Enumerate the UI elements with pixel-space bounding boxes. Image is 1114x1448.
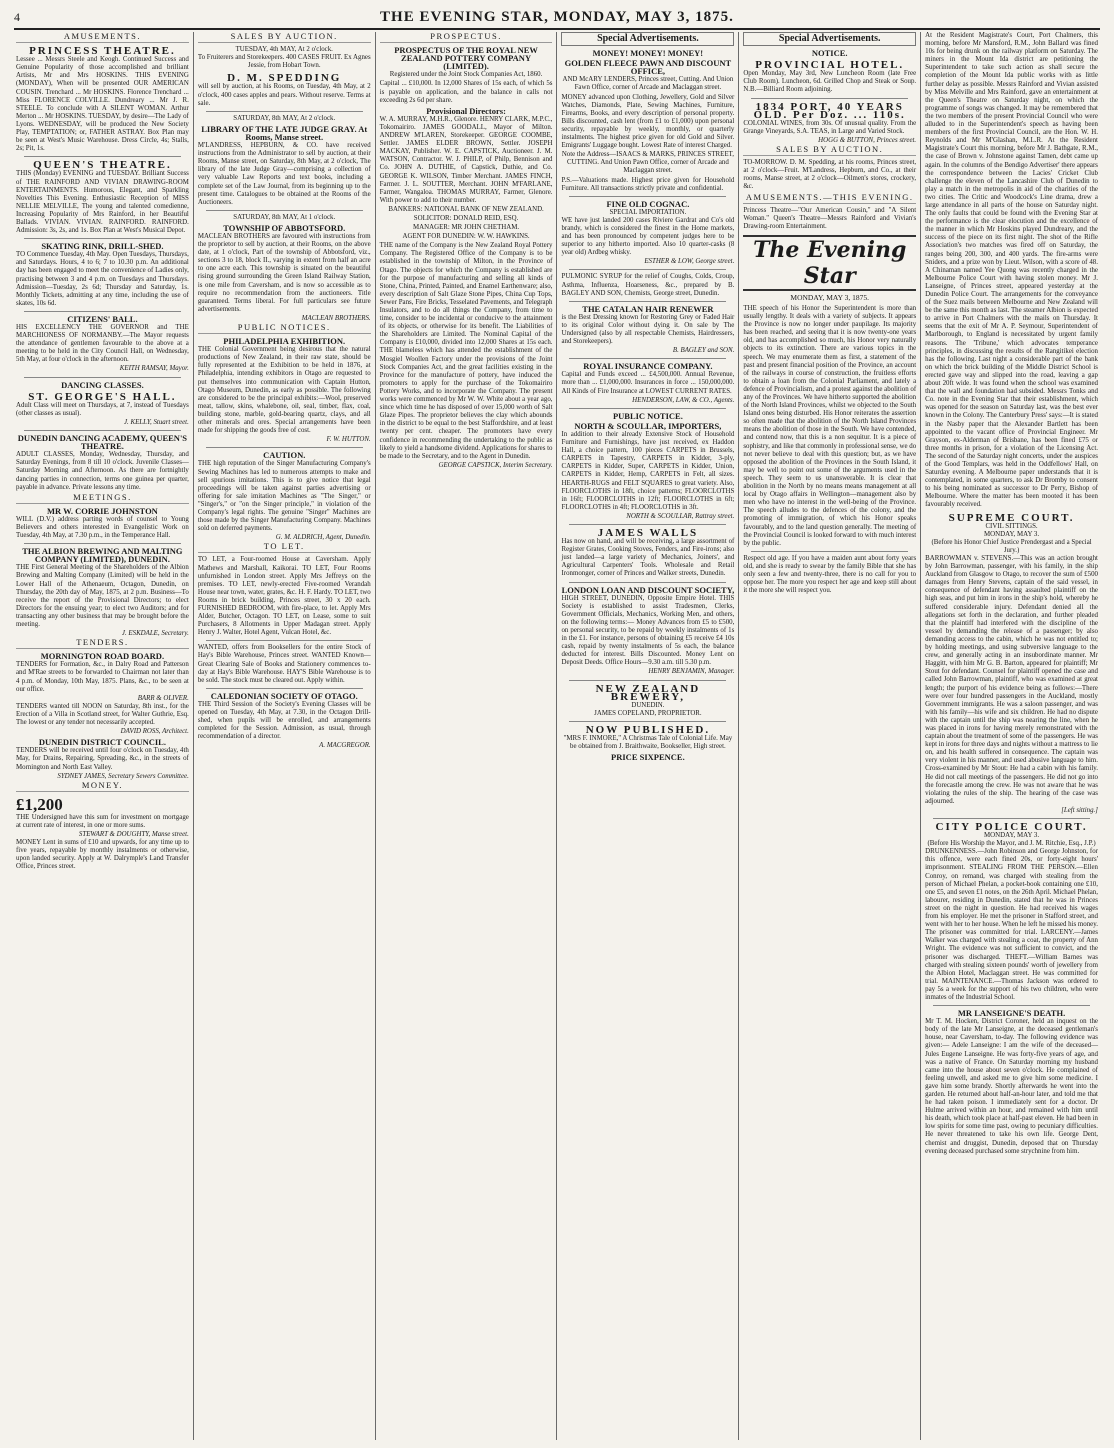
ad-signature: NORTH & SCOULLAR, Rattray street.	[626, 512, 735, 520]
ad-body: will sell by auction, at his Rooms, on Tuesday, 4th May, at 2 o'clock, 400 cases apples and pears. Without reserve. Terms at sale.	[197, 83, 371, 107]
ad-signature: HENDERSON, LAW, & CO., Agents.	[632, 396, 735, 404]
bankers: BANKERS: NATIONAL BANK OF NEW ZEALAND.	[388, 205, 544, 213]
ad-body: Princess Theatre—"Our American Cousin," and "A Silent Woman." Queen's Theatre—Messrs Rainford and Vivian's Drawing-room Entertainment.	[743, 206, 917, 230]
ad-body: THE high reputation of the Singer Manufacturing Company's Sewing Machines has led to numerous attempts to make and sell spurious imitations. This is to give notice that legal proceedings will be taken against parties advertising or offering for sale imitation Machines as "The Singer," or "Singer's," or "on the Singer principle," in violation of the Company's legal rights. The genuine "Singer" Machines are those made by the Singer Manufacturing Company. Machines sold on deferred payments.	[197, 460, 371, 533]
column-sales-by-auction	[194, 32, 376, 1440]
ad-body: Adult Class will meet on Thursdays, at 7, instead of Tuesdays (other classes as usual).	[16, 401, 189, 417]
ad-title: TOWNSHIP OF ABBOTSFORD.	[223, 222, 346, 233]
page-title: THE EVENING STAR, MONDAY, MAY 3, 1875.	[380, 9, 734, 25]
column-amusements	[12, 32, 194, 1440]
ad-title: ROYAL INSURANCE COMPANY.	[583, 361, 713, 372]
column-heading: SALES BY AUCTION.	[198, 32, 371, 43]
ad-title: CAUTION.	[263, 450, 306, 461]
ad-body: In addition to their already Extensive Stock of Household Furniture and Furnishings, have just received, ex Haddon Hall, a choice pattern, 100 pieces CARPETS in Brussels, CARPETS in Tapestry, CARPETS in Kidder, 3-ply, CARPETS in Kidder, Super, CARPETS in Kidder, Union, CARPETS in Kidder, Hemp, CARPETS in Felt, all sizes. HEARTH-RUGS and FELT SQUARES to great variety. Also, FLOORCLOTHS in 18ft, choice patterns; FLOORCLOTHS in 16ft; FLOORCLOTHS in 12ft; FLOORCLOTHS in 6ft; FLOORCLOTHS in 4ft; FLOORCLOTHS in 3ft.	[561, 430, 735, 511]
ad-body: TO Commence Tuesday, 4th May. Open Tuesdays, Thursdays, and Saturdays. Hours, 4 to 6; 7 to 10.30 p.m. An additional day has been engaged to meet the convenience of Ladies only, practising between 3 and 4 p.m. on Tuesdays and Thursdays. Admission—Tuesday, 2s 6d; Thursday and Saturday, 1s. Monthly Tickets, admitting at any time, including the use of skates, 10s 6d.	[16, 251, 189, 307]
agent: AGENT FOR DUNEDIN: W. W. HAWKINS.	[402, 233, 530, 241]
ad-signature: F. W. HUTTON.	[326, 436, 371, 444]
divider	[569, 358, 726, 359]
ad-title: NEW ZEALAND BREWERY,	[595, 682, 701, 703]
ad-body: THE Third Session of the Society's Evening Classes will be opened on Tuesday, 4th May, at 7.30, in the Octagon Drill-shed, when pupils will be enrolled, and arrangements completed for the Session. Admission, as usual, through recommendation of a director.	[197, 700, 371, 741]
ad-title: NOTICE.	[811, 48, 848, 59]
ad-signature: GEORGE CAPSTICK, Interim Secretary.	[438, 461, 553, 469]
section-heading: MEETINGS.	[16, 493, 189, 504]
ad-title: JAMES WALLS	[597, 526, 699, 539]
ad-title: DUNEDIN DISTRICT COUNCIL.	[38, 737, 166, 748]
ad-title: DANCING CLASSES.	[61, 379, 144, 390]
ad-signature: MACLEAN BROTHERS.	[301, 314, 371, 322]
ad-signature: HENRY BENJAMIN, Manager.	[648, 668, 735, 676]
ad-title: MORNINGTON ROAD BOARD.	[40, 651, 165, 662]
newspaper-masthead: The Evening Star	[743, 235, 916, 291]
ad-signature: JAMES COPELAND, PROPRIETOR.	[594, 709, 702, 717]
divider	[751, 551, 908, 552]
ad-subtitle: SPECIAL IMPORTATION.	[609, 208, 687, 216]
ad-title: ST. GEORGE'S HALL.	[28, 390, 177, 403]
section-date: MONDAY, MAY 3.	[984, 530, 1040, 538]
ad-signature: SYDNEY JAMES, Secretary Sewers Committee.	[57, 772, 189, 780]
section-title: MR LANSEIGNE'S DEATH.	[957, 1008, 1066, 1019]
divider	[206, 640, 363, 641]
ad-title: MR W. CORRIE JOHNSTON	[46, 505, 158, 516]
ad-body: Has now on hand, and will be receiving, a large assortment of Register Grates, Cooking Stoves, Fenders, and Fire-irons; also just landed—a large variety of Mechanics, Joiners', and Agricultural Carpenters' Tools. Wholesale and Retail Ironmonger, corner of Princes and Walker streets, Dunedin.	[561, 538, 735, 578]
prospectus-capital: Capital ... £10,000. In 12,000 Shares of 15s each, of which 5s is payable on application, and the balance in calls not exceeding 2s 6d per share.	[379, 80, 553, 104]
ad-title: PRINCESS THEATRE.	[29, 45, 176, 58]
ad-body: MACLEAN BROTHERS are favoured with instructions from the proprietor to sell by auction, at their Rooms, on the above date, at 1 o'clock, Part of the township of Abbotsford, viz., sections 3 to 18, block II., varying in extent from half an acre to one acre each. This township is situated on the beautiful rising ground surrounding the Green Island Railway Station, is one mile from Caversham, and is now so accessible as to require no recommendation from the auctioneers. Title guaranteed. Terms liberal. For full particulars see future advertisements.	[197, 232, 371, 313]
auction-date: SATURDAY, 8th MAY, At 2 o'clock.	[233, 114, 336, 122]
section-heading: PUBLIC NOTICES.	[198, 323, 371, 334]
section-heading: MONEY.	[16, 781, 189, 792]
ad-title: DUNEDIN DANCING ACADEMY, QUEEN'S THEATRE.	[17, 433, 188, 452]
ad-title: 1834 PORT, 40 YEARS OLD. Per Doz. ... 110s.	[753, 100, 906, 121]
prospectus-registered: Registered under the Joint Stock Companies Act, 1860.	[389, 71, 543, 79]
columns	[12, 32, 1102, 1440]
ad-body: WILL (D.V.) address parting words of counsel to Young Believers and others interested in Evangelistic Work on Tuesday, 4th May, at 7.30 p.m., in the Temperance Hall.	[16, 515, 189, 540]
tail-text: Respect old age. If you have a maiden aunt about forty years old, and she is ready to swear by the family Bible that she has only seen a few and twenty-three, there is no call for you to oppose her. The more you respect her age and keep still about it the more she will respect you.	[743, 554, 917, 595]
ad-body: PULMONIC SYRUP for the relief of Coughs, Colds, Croup, Asthma, Influenza, Hoarseness, &c., prepared by B. BAGLEY AND SON, Chemists, George street, Dunedin.	[561, 273, 735, 297]
ad-title: FINE OLD COGNAC.	[606, 198, 690, 209]
ad-body: MONEY advanced upon Clothing, Jewellery, Gold and Silver Watches, Diamonds, Plate, Sewing Machines, Furniture, Firearms, Books, and every description of personal property. Bills discounted, cash lent (from £1 to £1,000) upon personal security, repayable by weekly, monthly, or quarterly instalments. The highest price given for old Gold and Silver. Emigrants' Luggage bought. Lowest Rate of interest Charged.	[561, 93, 735, 150]
ad-title: THE ALBION BREWING AND MALTING COMPANY (LIMITED), DUNEDIN.	[22, 546, 183, 565]
divider	[24, 377, 181, 378]
prospectus-body: THE name of the Company is the New Zealand Royal Pottery Company. The Registered Office of the Company is to be established in the township of Milton, in the Province of Otago. The objects for which the Company is established are for the purpose of manufacturing and selling all kinds of Stone, China, Printed, Painted, and Enamel Earthenware; also, every description of Salt Glaze Stone Pipes, China Cup Tops, Sewer Pans, Fire Bricks, Tesselated Pavements, and Telegraph Insulators, and to do all things the Company, from time to time, consider to be incidental or conducive to the attainment of its objects, or otherwise for its benefit. The Liabilities of the Shareholders are Limited. The Nominal Capital of the Company is £10,000, divided into 12,000 Shares at 15s each. THE blameless which has attended the establishment of the Mosgiel Woollen Factory under the provisions of the Joint Stock Companies Act, and the great facilities existing in the Province for the manufacture of pottery, have induced the promoters to apply for the purchase of the Tokomairiro Pottery Works, and to incorporate the Company. The present works were commenced by Mr W. W. White about a year ago, since which time he has disposed of over 15,000 worth of Salt Glaze Pipes. The proprietor believes the clay which abounds in the district to be equal to the best Staffordshire, and at least twenty per cent. cheaper. The promoters have every confidence in recommending the undertaking to the public as likely to yield a handsome dividend. Applications for shares to be made to the Secretary, and to the Agent in Dunedin.	[379, 242, 553, 460]
local-news-text: At the Resident Magistrate's Court, Port Chalmers, this morning, before Mr Mansford, R.M., John Ballard was fined 10s for being drunk on the railway platform on Saturday. The miners in the Mount Ida district are petitioning the Superintendent to take such action as shall secure the completion of the Mount Ida public works with as little further delay as possible. Messrs Rainford and Vivian assisted by Miss Melville and Mrs Rainford, gave an entertainment at the Queen's Theatre on Saturday night, on which the programme of songs was changed. It may be remembered that the two members of the present Provincial Council who were alluded to in the Superintendent's speech as having been members of the first Provincial Council, are the Hon. W. H. Reynolds and Mr M'Glashan, M.L.R. At the Resident Magistrate's Court this morning, before Mr J. Bathgate, R.M., the case of Brown v. Johnstone against Tamen, debt came up again. In the columns of the Bendigo Advertiser' there appears the correspondence between the Lacies' Cricket Club challenge the eleven of the Lancashire Club of Dunedin to play a match in the metropolis in aid of the charities of the two cities. The Critic and Woodcock's Line drama, drew a large attendance in all parts of the house on Saturday night. The only faults that could be found with the Evening Star at the performance is the clear elocution and the excellence of the manner in which Mr Hoskins played Dundreary, and the success of the piece on its first night. The shot of the Rifle Association's two matches was fired off on Saturday, the ranges being 200, 300, and 400 yards. The fire-arms were Sniders, and a prize won by Lieut. Wilson, with a score of 48. A Chinaman named Yee Quong was recently charged in the Melbourne Police Court with having stolen money. Mr J. Lanseigne, of Princes street, appeared yesterday at the Dunedin Police Court. The arrangements for the conveyance of the Suez mails between Melbourne and New Zealand will be the same this month as last. The steamer Albion is expected to arrive in Port Chalmers with the mails on Thursday. It seems that the exit of Mr A. P. Seymour, Superintendent of Marlborough, to England is necessitated by urgent family reasons. The 'Tribune,' which advocates temperance principles, in discussing the results of the Rangitikei election has the following. Last night a considerable part of the bank on which the brick building of the Middle District School is erected gave way and slipped into the road, leaving a gap about 20ft wide. It was found when the school was examined that the wall and foundation had subsided. Messrs Tonks and Co. note in the Evening Star that their establishment, which was opened for the season on Saturday last, was the best ever known in the Colony. The Canterbury Press' says:—It is stated in the Nasby paper that the Alexander Bartlett has been appointed to the vacant office of Provincial Engineer. Mr Grayson, ex-Alderman of Brisbane, has been fined £75 or three months in prison, for a violation of the Licensing Act. The second of the Saturday night concerts, under the auspices of the Good Templars, was held in the Oddfellows' Hall, on Saturday evening. A Melbourne paper understands that it is contemplated, in some quarters, to ask Dr Bromby to consent to his being nominated as successor to Dr Perry, Bishop of Melbourne. Where the matter has been mooted it has been favourably received.	[925, 32, 1098, 509]
ad-signature: J. KELLY, Stuart street.	[124, 418, 189, 426]
divider	[569, 680, 726, 681]
ad-body: WE have just landed 200 cases Riviere Gardrat and Co's old brandy, which is considered the finest in the Home markets, and has been pronounced by competent judges here to be superior to any hitherto imported. Also 10 quarter-casks (8 year old) Ardbeg whisky.	[561, 216, 735, 257]
ad-body: Capital and Funds exceed ... £4,500,000. Annual Revenue, more than ... £1,000,000. Insurances in force ... 150,000,000. All Kinds of Fire Insurance at LOWEST CURRENT RATES.	[561, 371, 735, 395]
ad-title: D. M. SPEDDING	[227, 72, 342, 85]
directors-list: W. A. MURRAY, M.H.R., Glenore. HENRY CLARK, M.P.C., Tokomairiro. JAMES GOODALL, Mayor of Milton. ANDREW M'LAREN, Storekeeper. GEORGE COOMBE, Settler. JAMES ELDER BROWN, Settler. JOSEPH MACKAY, Publisher. W. E. CAPSTICK, Auctioneer. J. M. WATSON, Contractor. W. J. PHILP, of Philp, Bennison and Co. JOHN A. DUTHIE, of Capstick, Duthie, and Co. GEORGE K. WILSON, Timber Merchant. JAMES FINCH, Farmer. J. L. SOUTTER, Merchant. JOHN M'FARLANE, Farmer, Wangaloa. THOMAS MURRAY, Farmer, Glenore. With power to add to their number.	[379, 115, 553, 204]
column-heading: AMUSEMENTS.	[16, 32, 189, 43]
divider	[24, 311, 181, 312]
divider	[206, 688, 363, 689]
ad-title: QUEEN'S THEATRE.	[33, 159, 172, 172]
ad-body: Open Monday, May 3rd, New Luncheon Room (late Free Club Room). Luncheon, 6d. Grilled Chop and Steak or Soup. N.B.—Billiard Room adjoining.	[743, 70, 917, 94]
divider	[933, 1005, 1090, 1006]
editorial-text: THE speech of his Honor the Superintendent is more than usually lengthy. It deals with a variety of subjects. It appears the Province is now no longer under paupilage. Its majority has been reached, and seeing that it is now twenty-one years old, and has accomplished so much, his Honor very naturally objects to its extinction. There are various topics in the speech. We may enumerate them as first, a statement of the past and present financial position of the Province, an account of the railways in course of construction, the fruitless efforts to obtain a loan from the Colonial Parliament, and lately a defence of Provincialism, and a protest against the abolition of any of the Provinces. We have hitherto supported the abolition of the North Island Provinces, whilst we objected to the South Island ones being disturbed. His Honor reiterates the assertion so often made that the abolition of the North Island Provinces means the abolition of those in the South. We have contended, and contend now, that this is a non sequitur. It is a piece of sophistry, and like that commonly in professional sense, we do not never believe to deal with this question; but, as we have opposed the abolition of the Provinces in the South Island, it may be well to point out some of the arguments used in the speech. They seem to us unanswerable. It is clear that abolition in the North by no means means management at all local by Otago affairs in Wellington—management also by men who have no interest in the well-being of the Province. The speech alludes to the defences of the colony, and the promoting of immigration, of which his Honor speaks favourably, and to the land question generally. The meeting of the Provincial Council is looked forward to with much interest by the public.	[743, 304, 917, 547]
ad-signature: STEWART & DOUGHTY, Manse street.	[78, 830, 189, 838]
divider	[24, 238, 181, 239]
divider	[933, 818, 1090, 819]
ad-body: THIS (Monday) EVENING and TUESDAY. Brilliant Success of THE RAINFORD AND VIVIAN DRAWING-ROOM ENTERTAINMENTS. Humorous, Elegant, and Sparkling Novelties This Evening. Enthusiastic Reception of MISS NELLIE MELVILLE, The young and talented comedienne, Increasing Popularity of Mrs Rainford, in her Beautiful Ballads. VIVIAN. VIVIAN. RAINFORD. RAINFORD. Admission: 3s, 2s, and 1s. Box Plan at West's Musical Depot.	[16, 170, 189, 235]
ad-body: THE Colonial Government being desirous that the natural productions of New Zealand, in their raw state, should be fully represented at the Exhibition to be held in 1876, at Philadelphia, intending exhibitors in Otago are requested to put themselves into communication with Captain Hutton, Otago Museum, Dunedin, as early as possible. The following are considered to be the principal exhibits:—Wool, preserved meat, tallow, skins, whalebone, oil, seal, timber, flax, coal, building stone, marble, gold-bearing quartz, clays, and all other minerals and ores. Special arrangements have been made for shipping the goods free of cost.	[197, 346, 371, 435]
ad-signature: HOGG & BUTTON, Princes street.	[818, 136, 917, 144]
ad-body: Note the Address—ISAACS & MARKS, PRINCES STREET, CUTTING. And Union Pawn Office, corner of Arcade and Maclaggan street.	[561, 151, 734, 175]
manager: MANAGER: MR JOHN CHETHAM.	[413, 224, 520, 232]
ad-body: P.S.—Valuations made. Highest price given for Household Furniture. All transactions strictly private and confidential.	[561, 176, 735, 192]
ad-body: TO-MORROW. D. M. Spedding, at his rooms, Princes street, at 2 o'clock—Fruit. M'Landress, Hepburn, and Co., at their rooms, Manse street, at 2 o'clock—Oilmen's stores, crockery, &c.	[743, 159, 917, 191]
ad-body: TO LET, a Four-roomed House at Caversham. Apply Mathews and Marshall, Kaikorai. TO LET, Four Rooms unfurnished in London street. Apply Mrs Jeffreys on the premises. TO LET, newly-erected Five-roomed Verandah House near town, water, grates, &c. H. F. Hardy. TO LET, two Rooms in brick building, Princes street, 30 x 20 each. FURNISHED BEDROOM, with fire-place, to let. Apply Mrs Alder, Butcher, Octagon. TO LET, on Lease, some to suit Purchasers, 8 Allotments in Upper Madagan street. Apply Henry J. Walter, Hotel Agent, Vulcan Hotel, &c.	[197, 556, 371, 637]
section-heading: TENDERS.	[16, 638, 189, 649]
divider	[24, 543, 181, 544]
solicitor: SOLICITOR: DONALD REID, ESQ.	[413, 214, 519, 222]
column-prospectus	[376, 32, 558, 1440]
section-before: (Before His Worship the Mayor, and J. M. Ritchie, Esq., J.P.)	[927, 840, 1096, 848]
section-title: SUPREME COURT.	[948, 511, 1075, 524]
ad-body: HIS EXCELLENCY THE GOVERNOR and THE MARCHIONESS OF NORMANBY.—The Mayor requests the attendance of gentlemen favourable to the above at a meeting to be held in the City Council Hall, on Wednesday, 5th May, at four o'clock in the afternoon.	[16, 324, 189, 364]
column-heading: Special Advertisements.	[743, 32, 916, 46]
divider	[569, 582, 726, 583]
ad-body: is the Best Dressing known for Restoring Grey or Faded Hair to its original Color without dying it. On sale by The Undersigned (also by all respectable Chemists, Hairdressers, and Storekeepers).	[561, 313, 735, 346]
ad-signature: DAVID ROSS, Architect.	[120, 728, 189, 736]
ad-signature: ESTHER & LOW, George street.	[644, 258, 735, 266]
ad-title: CITIZENS' BALL.	[67, 313, 138, 324]
divider	[569, 269, 726, 270]
page-number: 4	[14, 10, 21, 24]
ad-body: TENDERS wanted till NOON on Saturday, 8th inst., for the Erection of a Villa in Scotland street, for Walter Guthrie, Esq. The lowest or any tender not necessarily accepted.	[16, 702, 189, 727]
divider	[24, 430, 181, 431]
prospectus-title: PROSPECTUS OF THE ROYAL NEW ZEALAND POTTERY COMPANY (LIMITED).	[394, 45, 538, 72]
ad-body: M'LANDRESS, HEPBURN, & CO. have received instructions from the Administrator to sell by auction, at their Rooms, Manse street, on Saturday, 8th May, at 2 o'clock, The library of the late Judge Gray—comprising a collection of very valuable Law Reports and text books, including a complete set of the Law Journal, from its beginning up to the present time. Catalogues to be obtained at the Rooms of the Auctioneers.	[197, 142, 371, 206]
ad-signature: KEITH RAMSAY, Mayor.	[119, 365, 189, 373]
section-before: (Before his Honor Chief Justice Prendergast and a Special Jury.)	[931, 538, 1092, 554]
ad-title: SKATING RINK, DRILL-SHED.	[41, 241, 164, 252]
ad-body: "MRS F. INMORE," A Christmas Tale of Colonial Life. May be obtained from J. Braithwaite, Bookseller, High street.	[563, 735, 733, 751]
auction-date: TUESDAY, 4th MAY, At 2 o'clock.	[235, 46, 333, 54]
ad-body: THE Undersigned have this sum for investment on mortgage at current rate of interest, in one or more sums.	[16, 813, 189, 829]
ad-body: WANTED, offers from Booksellers for the entire Stock of Hay's Bible Warehouse, Princes street. WANTED Known—Great Clearing Sale of Books and Stationery commences to-day at Hay's Bible Warehouse. HAY'S Bible Warehouse is to be sold. The stock must be cleared out. Apply within.	[197, 644, 371, 684]
divider	[569, 408, 726, 409]
column-heading: Special Advertisements.	[561, 32, 734, 46]
ad-body: TENDERS will be received until four o'clock on Tuesday, 4th May, for Drains, Repairing, Spreading, &c., in the streets of Mornington and North East Valley.	[16, 747, 189, 771]
ad-body: To Fruiterers and Storekeepers. 400 CASES FRUIT. Ex Agnes Jessie, from Hobart Town.	[197, 54, 371, 70]
divider	[569, 196, 726, 197]
section-heading: SALES BY AUCTION.	[743, 145, 916, 156]
section-heading: AMUSEMENTS.—THIS EVENING.	[743, 193, 916, 204]
court-sitting: [Left sitting.]	[1061, 806, 1098, 814]
ad-title: GOLDEN FLEECE PAWN AND DISCOUNT OFFICE,	[564, 58, 732, 77]
column-heading: PROSPECTUS.	[380, 32, 553, 43]
money-amount: £1,200	[16, 794, 63, 814]
section-date: MONDAY, MAY 3.	[984, 832, 1040, 840]
ad-signature: G. M. ALDRICH, Agent, Dunedin.	[275, 534, 371, 542]
auction-date: SATURDAY, 8th MAY, At 1 o'clock.	[233, 213, 336, 221]
ad-body: HIGH STREET, DUNEDIN, Opposite Empire Hotel. THIS Society is established to assist Tradesmen, Clerks, Government Officials, Mechanics, Working Men, and others, on the following terms:— Money Advances from £5 to £500, on personal security, to be repaid by weekly instalments of 1s in the £1. For instance, persons of obtaining £5 receive £4 10s cash, repaid by twenty instalments of 5s each, the balance deducted for interest. Bills Discounted. Money Lent on Deposit Deeds. Office Hours—9.30 a.m. till 5.30 p.m.	[561, 594, 735, 667]
ad-body: Lessee ... Messrs Steele and Keogh. Continued Success and Genuine Popularity of those accomplished and brilliant Artists, Mr and Mrs HOSKINS. THIS EVENING (MONDAY), When will be presented OUR AMERICAN COUSIN. Trenchard ... Mr HOSKINS. Florence Trenchard ... Miss FLORENCE COLVILLE. Dundreary ... Mr J. R. STEELE. To conclude with A SILENT WOMAN. Arthur Merton ... Mr HOSKINS. TUESDAY, by desire—The Lady of Lyons. WEDNESDAY, will be produced the New Society Play, TEMPTATION; or, FATHER ASTRAY. Box Plan may be seen at West's Music Warehouse. Dress Circle, 4s; Stalls, 2s; Pit, 1s.	[16, 56, 189, 153]
ad-body: MONEY Lent in sums of £10 and upwards, for any time up to five years, repayable by monthly instalments or otherwise, upon landed security. Apply at W. Dalrymple's Land Transfer Office, Princes street.	[16, 839, 189, 871]
column-court-news	[921, 32, 1102, 1440]
ad-title: MONEY! MONEY! MONEY!	[592, 48, 704, 59]
divider	[24, 156, 181, 157]
divider	[751, 98, 908, 99]
ad-body: THE First General Meeting of the Shareholders of the Albion Brewing and Malting Company (Limited) will be held in the Lower Hall of the Athenaeum, Octagon, Dunedin, on Thursday, the 20th day of May, 1875, at 2 p.m. Business—To receive the report of the Provisional Directors; to elect Directors for the ensuing year; to elect two Auditors; and for transacting any other business that may be brought before the meeting.	[16, 564, 189, 628]
ad-title: NORTH & SCOULLAR, IMPORTERS,	[574, 420, 722, 431]
ad-title: PHILADELPHIA EXHIBITION.	[223, 336, 346, 347]
ad-body: TENDERS for Formation, &c., in Dalry Road and Patterson and M'Rae streets to be forwarded to Chairman not later than 4 p.m. of Monday, 10th May, 1875. Plans, &c., to be seen at our office.	[16, 661, 189, 693]
ad-body: ADULT CLASSES, Monday, Wednesday, Thursday, and Saturday Evenings, from 8 till 10 o'clock. Juvenile Classes—Saturday Morning and Afternoon. As there are fortnightly dancing parties in connection, terms one guinea per quarter, payable in advance. Private lessons any time.	[16, 451, 189, 491]
divider	[569, 301, 726, 302]
column-special-advertisements-2	[739, 32, 921, 1440]
ad-signature: BARR & OLIVER.	[137, 694, 189, 702]
court-report: BARROWMAN v. STEVENS.—This was an action brought by John Barrowman, passenger, with his family, in the ship Auckland from Glasgow to Otago, to recover the sum of £500 damages from Henry Stevens, captain of the said vessel, in consequence of defendant having assaulted plaintiff on the high seas, and put him in irons in the ship's hold, whereby he suffered considerable injury. Defendant denied all the allegations set forth in the declaration, and further pleaded that the plaintiff had interfered with the discipline of the vessel by demanding the release of a passenger; by also demanding access to the cabin, which he was not entitled to; by holding meetings, and using subversive language to the crew, and generally acting in an insubordinate manner. Mr Haggitt, with him Mr G. B. Barton, appeared for plaintiff; Mr Stout for defendant. Counsel for plaintiff opened the case and called John Barrowman, plaintiff, who was examined at great length; the purport of his evidence being as follows:—There were over four hundred passengers in the Auckland, mostly Government immigrants. He was a saloon passenger, and was with his family—his wife and six children. He had no dispute with the captain until the ship was nearing the line, when he was placed in irons for having merely remonstrated with the captain about the treatment of some of the passengers. He was kept in irons for three days and nights without a mattress to lie on, and his health suffered in consequence. The captain was very violent in his manner, and used abusive language to him. Cross-examined by Mr Stout: He had a cabin with his family. He did not call meetings of the passengers. He did not go into the forecastle among the crew. He was not aware that he was violating the rules of the ship. The hearing of the case was adjourned.	[925, 555, 1098, 805]
police-report: DRUNKENNESS.—John Robinson and George Johnston, for this offence, were each fined 20s, or forty-eight hours' imprisonment. STEALING FROM THE PERSON.—Ellen Conroy, on remand, was charged with stealing from the person of Michael Phelan, a pocket-book containing one £10, one £5, and seven £1 notes, on the 26th April. Michael Phelan, labourer, residing in Dunedin, stated that he was in Princes street on the night in question. He had received his wages from his employer. He met the prisoner in Stafford street, and went with her to her house. When he left he missed his money. The prisoner was committed for trial. LARCENY.—James Walker was charged with stealing a coat, the property of Ann Wright. The evidence was not sufficient to convict, and the prisoner was discharged. THEFT.—William Barnes was charged with stealing sixteen pounds' worth of jewellery from the Albion Hotel, Maclaggan street. He was committed for trial. MAINTENANCE.—Thomas Jackson was ordered to pay 5s a week for the support of his two children, who were inmates of the Industrial School.	[925, 848, 1098, 1001]
ad-title: LONDON LOAN AND DISCOUNT SOCIETY,	[561, 584, 735, 595]
edition-date: MONDAY, MAY 3, 1875.	[790, 292, 870, 302]
ad-signature: J. ESKDALE, Secretary.	[121, 630, 189, 638]
inquest-report: Mr T. M. Hocken, District Coroner, held an inquest on the body of the late Mr Lanseigne, at the deceased gentleman's house, near Caversham, to-day. The following evidence was given:— Adele Lanseigne: I am the wife of the deceased—Jules Eugene Lanseigne. He was forty-five years of age, and was a native of France. On Saturday morning my husband came into the house about seven o'clock. He complained of feeling unwell, and asked me to give him some medicine. I gave him some brandy. Shortly afterwards he went into the garden. He returned about half-an-hour later, and told me that he had taken poison. I immediately sent for a doctor. Dr Hulme arrived within an hour, and remained with him until his death, which took place at half-past eleven. He had been in low spirits for some time past, owing to pecuniary difficulties. He never threatened to take his own life. George Dent, chemist and druggist, Dunedin, deposed that on Thursday evening deceased purchased some strychnine from him.	[925, 1018, 1098, 1155]
divider	[206, 210, 363, 211]
divider	[206, 111, 363, 112]
directors-heading: Provisional Directors:	[426, 105, 506, 116]
ad-signature: B. BAGLEY and SON.	[672, 347, 735, 355]
divider	[569, 721, 726, 722]
ad-title: THE CATALAN HAIR RENEWER	[582, 303, 714, 314]
ad-body: AND McARY LENDERS, Princes street, Cutting. And Union Fawn Office, corner of Arcade and Maclaggan street.	[562, 76, 734, 92]
ad-signature: A. MACGREGOR.	[319, 742, 371, 750]
section-title: CITY POLICE COURT.	[935, 821, 1088, 833]
ad-title: PROVINCIAL HOTEL.	[755, 59, 905, 72]
ad-title: PUBLIC NOTICE.	[612, 410, 683, 421]
ad-title: NOW PUBLISHED.	[585, 723, 711, 736]
section-heading: TO LET.	[198, 542, 371, 553]
ad-body: DUNEDIN.	[631, 701, 665, 709]
ad-price: PRICE SIXPENCE.	[611, 752, 685, 763]
divider	[206, 447, 363, 448]
divider	[569, 524, 726, 525]
ad-title: CALEDONIAN SOCIETY OF OTAGO.	[210, 690, 358, 701]
page-header	[14, 6, 1100, 30]
ad-title: LIBRARY OF THE LATE JUDGE GRAY. At Rooms, Manse street.	[201, 123, 368, 142]
ad-body: COLONIAL WINES, from 30s. Of unusual quality. From the Grange Vineyards, S.A. TEAS, in Large and Varied Stock.	[743, 119, 917, 135]
column-special-advertisements	[557, 32, 739, 1440]
section-subtitle: CIVIL SITTINGS.	[985, 522, 1038, 530]
